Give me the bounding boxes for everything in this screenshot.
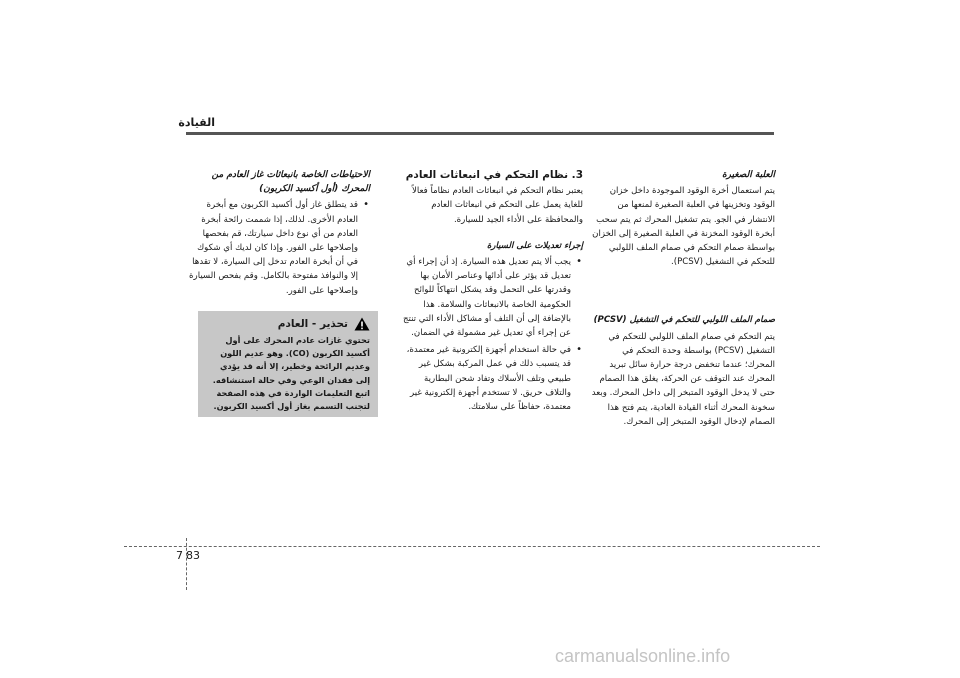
column-exhaust-precautions bbox=[185, 168, 370, 301]
list-item: • يجب ألا يتم تعديل هذه السيارة. إذ أن إجراء أي تعديل قد يؤثر على أدائها وعناصر الأمان بها وقدرتها على التحمل وقد يشكل انتهاكاً للوائح الحكومية الخاصة بالانبعاثات والسلامة. هذا بالإضافة إلى أن التلف أو مشاكل الأداء التي تنتج عن إجراء أي تعديل غير مشمولة في الضمان. bbox=[398, 255, 571, 340]
column-evaporative-canister bbox=[590, 168, 775, 433]
pcsv-paragraph: يتم التحكم في صمام الملف اللولبي للتحكم في التشغيل (PCSV) بواسطة وحدة التحكم في المحرك؛ عندما تنخفض درجة حرارة سائل تبريد المحرك عند التوقف عن الحركة، يغلق هذا الصمام حتى لا يدخل الوقود المتبخر إلى داخل المحرك. وبعد سخونة المحرك أثناء القيادة العادية، يتم فتح هذا الصمام لإدخال الوقود المتبخر إلى المحرك. bbox=[591, 331, 775, 427]
footer-divider bbox=[186, 538, 187, 590]
section-title: القيادة bbox=[178, 116, 215, 129]
warning-header bbox=[206, 317, 370, 331]
header-rule bbox=[186, 132, 774, 135]
warning-box bbox=[198, 311, 378, 417]
list-item: • قد يتطلق غاز أول أكسيد الكربون مع أبخرة العادم الأخرى. لذلك، إذا شممت رائحة أبخرة العادم من أي نوع داخل سيارتك، قم بفحصها وإصلاحها على الفور. وإذا كان لديك أي شكوك في أن أبخرة العادم تدخل إلى السيارة، لا تقدها إلا والنوافذ مفتوحة بالكامل. وقم بفحص السيارة وإصلاحها على الفور. bbox=[185, 198, 358, 297]
column-emission-control bbox=[398, 168, 583, 417]
page-number bbox=[176, 549, 200, 562]
warning-text: تحتوي غازات عادم المحرك على أول أكسيد الكربون (CO). وهو عديم اللون وعديم الرائحة وخطير، إلا أنه قد يؤدي إلى فقدان الوعي وفي حالة استنشاقه. اتبع التعليمات الواردة في هذه الصفحة لتجنب التسمم بغاز أول أكسيد الكربون. bbox=[212, 335, 370, 412]
heading-exhaust-precautions: الاحتياطات الخاصة بانبعاثات غاز العادم من المحرك (أول أكسيد الكربون) bbox=[211, 170, 370, 195]
warning-title: تحذير - العادم bbox=[277, 318, 348, 330]
exhaust-list bbox=[185, 198, 370, 297]
canister-paragraph: يتم استعمال أخرة الوقود الموجودة داخل خزان الوقود وتخزينها في العلبة الصغيرة لمنعها من الانتشار في الجو. يتم تشغيل المحرك ثم يتم سحب أبخرة الوقود المخزنة في العلبة الصغيرة إلى الخزان بواسطة صمام التحكم في صمام الملف اللولبي للتحكم في التشغيل (PCSV). bbox=[592, 186, 775, 268]
warning-triangle-icon bbox=[354, 317, 370, 331]
watermark: carmanualsonline.info bbox=[555, 646, 731, 666]
modification-list bbox=[398, 255, 583, 414]
chapter-number: 7 bbox=[176, 549, 183, 562]
footer-rule bbox=[124, 546, 820, 547]
list-item: • في حالة استخدام أجهزة إلكترونية غير معتمدة، قد يتسبب ذلك في عمل المركبة بشكل غير طبيعي وتلف الأسلاك وتفاد شحن البطارية والتلاف حريق. لا تستخدم أجهزة إلكترونية غير معتمدة، حفاظاً على سلامتك. bbox=[398, 343, 571, 414]
heading-emission-control: 3. نظام التحكم في انبعاثات العادم bbox=[405, 169, 583, 181]
emission-intro: يعتبر نظام التحكم في انبعاثات العادم نظاماً فعالاً للغاية يعمل على التحكم في انبعاثات العادم والمحافظة على الأداء الجيد للسيارة. bbox=[411, 186, 583, 225]
heading-modifications: إجراء تعديلات على السيارة bbox=[486, 240, 583, 251]
page-index: 83 bbox=[186, 549, 200, 562]
heading-pcsv: صمام الملف اللولبي للتحكم في التشغيل (PCSV) bbox=[593, 315, 775, 326]
heading-canister: العلبة الصغيرة bbox=[721, 170, 775, 180]
